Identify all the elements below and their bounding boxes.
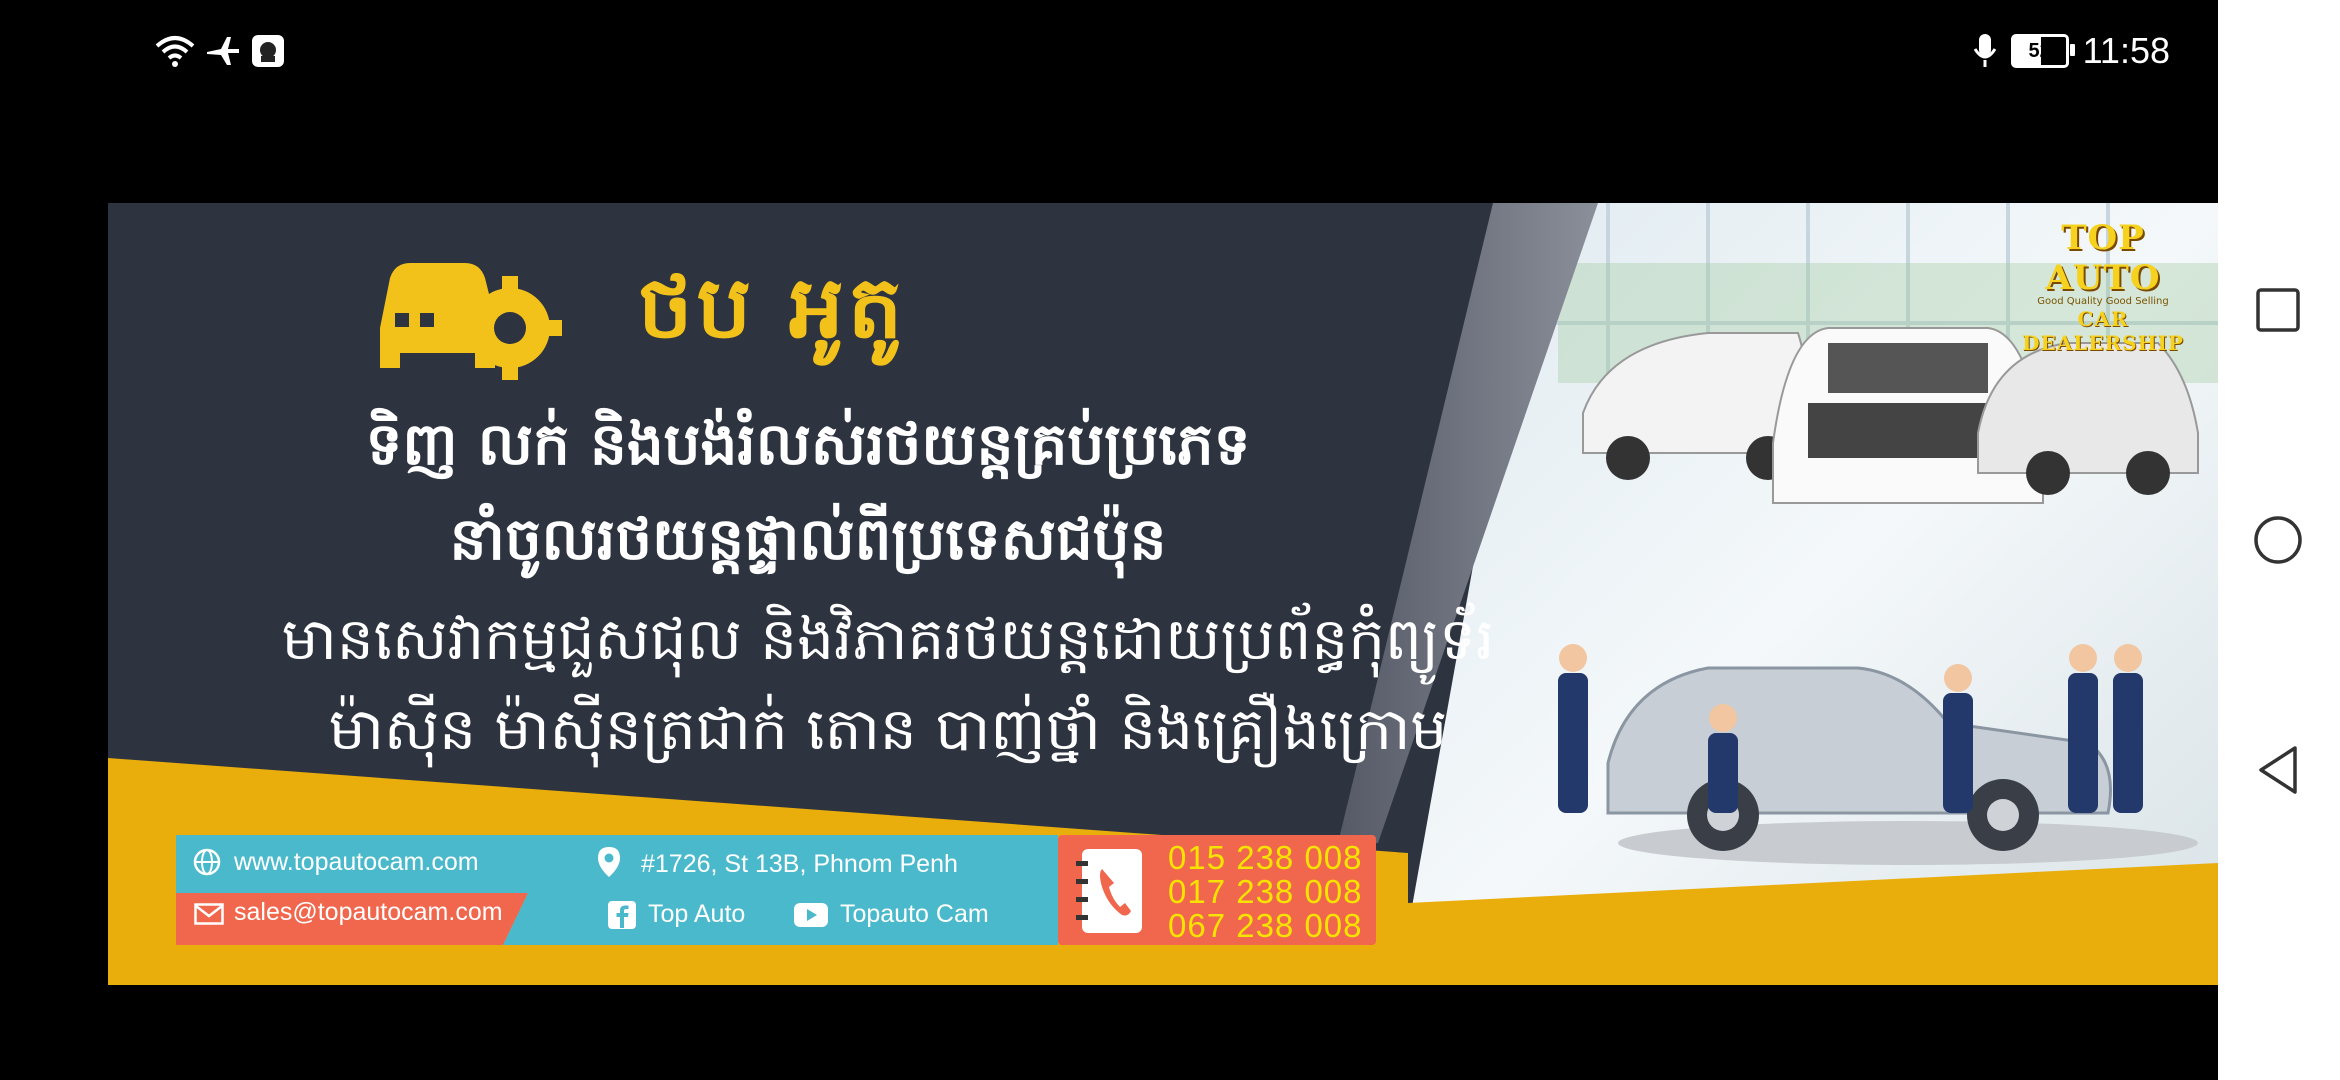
tagline-line-1: ទិញ លក់ និងបង់រំលស់រថយន្តគ្រប់ប្រភេទ — [365, 410, 1251, 478]
logo-name: TOP AUTO — [2045, 218, 2161, 298]
battery-icon — [2011, 34, 2069, 68]
logo-tagline: Good Quality Good Selling — [2037, 296, 2169, 307]
phone-number-3[interactable]: 067 238 008 — [1168, 907, 1363, 944]
service-line-2: ម៉ាស៊ីន ម៉ាស៊ីនត្រជាក់ តោន បាញ់ថ្នាំ និងគ្រឿងក្រោម — [328, 695, 1448, 763]
status-bar-left — [155, 34, 285, 68]
phone-box — [1058, 835, 1376, 945]
airplane-mode-icon — [205, 34, 241, 68]
facebook-text: Top Auto — [648, 900, 746, 928]
top-auto-logo — [1998, 218, 2208, 355]
facebook-icon — [608, 901, 636, 929]
clock: 11:58 — [2082, 30, 2170, 71]
brand-title-row — [378, 253, 906, 379]
back-button[interactable] — [2248, 740, 2308, 800]
website-text: www.topautocam.com — [234, 848, 479, 876]
square-icon — [2255, 287, 2301, 333]
service-line-1: មានសេវាកម្មជួសជុល និងវិភាគរថយន្តដោយប្រព័ន្ធកុំព្យូទ័រ — [281, 605, 1495, 673]
globe-icon — [192, 847, 222, 877]
address-text: #1726, St 13B, Phnom Penh — [641, 850, 958, 878]
navigation-bar — [2218, 0, 2340, 1080]
youtube-icon — [794, 903, 828, 927]
phone-book-icon — [1076, 847, 1146, 935]
wifi-icon — [155, 34, 195, 68]
contact-strip — [176, 835, 1056, 945]
battery-level: 52 — [2028, 39, 2051, 62]
email-text: sales@topautocam.com — [234, 898, 503, 926]
logo-subtitle: CAR DEALERSHIP — [2022, 307, 2184, 355]
location-pin-icon — [596, 845, 622, 879]
status-bar-right — [1973, 30, 2170, 72]
app-notification-icon — [251, 34, 285, 68]
phone-number-2[interactable]: 017 238 008 — [1168, 873, 1363, 910]
microphone-icon — [1973, 33, 1997, 69]
home-button[interactable] — [2248, 510, 2308, 570]
email-icon — [194, 903, 224, 925]
back-triangle-icon — [2255, 744, 2301, 796]
circle-icon — [2252, 514, 2304, 566]
phone-number-1[interactable]: 015 238 008 — [1168, 839, 1363, 876]
banner-image — [108, 203, 2218, 985]
tagline-line-2: នាំចូលរថយន្តផ្ទាល់ពីប្រទេសជប៉ុន — [449, 505, 1167, 573]
brand-name-khmer: ថប អូតូ — [638, 257, 907, 358]
recent-apps-button[interactable] — [2248, 280, 2308, 340]
youtube-text: Topauto Cam — [840, 900, 989, 928]
